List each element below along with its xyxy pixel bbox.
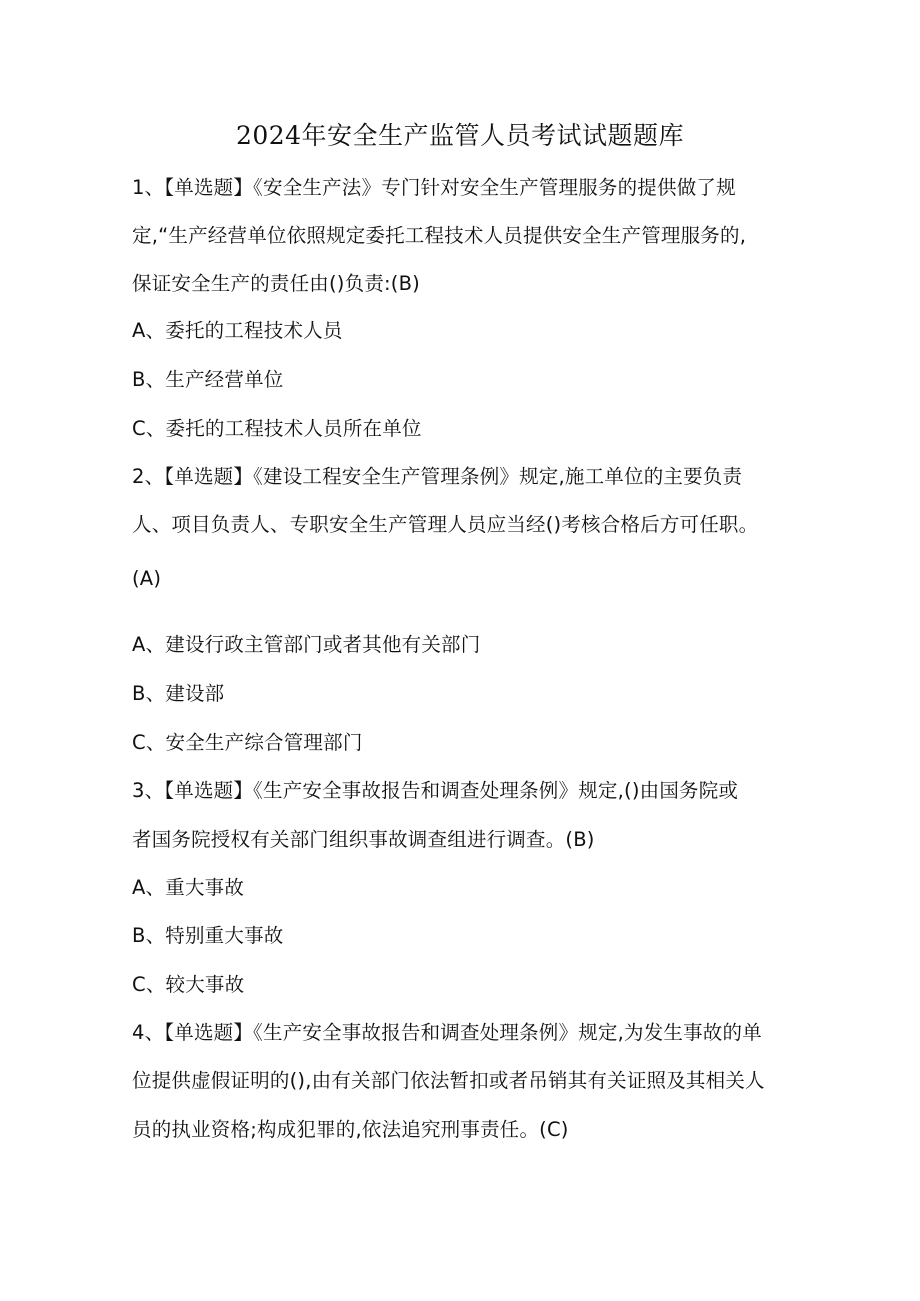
q3-line-2: 者国务院授权有关部门组织事故调查组进行调查。(B) xyxy=(132,828,595,851)
q2-option-b: B、建设部 xyxy=(132,682,225,705)
q3-line-1: 3、【单选题】《生产安全事故报告和调查处理条例》规定,()由国务院或 xyxy=(132,779,739,802)
q1-line-2: 定,“生产经营单位依照规定委托工程技术人员提供安全生产管理服务的, xyxy=(132,224,747,247)
q1-option-a: A、委托的工程技术人员 xyxy=(132,319,343,342)
q3-option-b: B、特别重大事故 xyxy=(132,924,284,947)
q1-option-c: C、委托的工程技术人员所在单位 xyxy=(132,417,422,440)
q1-line-1: 1、【单选题】《安全生产法》专门针对安全生产管理服务的提供做了规 xyxy=(132,176,736,199)
q2-line-3: (A) xyxy=(132,567,162,590)
q2-option-a: A、建设行政主管部门或者其他有关部门 xyxy=(132,633,481,656)
q2-line-1: 2、【单选题】《建设工程安全生产管理条例》规定,施工单位的主要负责 xyxy=(132,465,743,488)
q3-option-a: A、重大事故 xyxy=(132,876,245,899)
q4-line-2: 位提供虚假证明的(),由有关部门依法暂扣或者吊销其有关证照及其相关人 xyxy=(132,1069,765,1092)
q1-option-b: B、生产经营单位 xyxy=(132,368,284,391)
q4-line-3: 员的执业资格;构成犯罪的,依法追究刑事责任。(C) xyxy=(132,1118,569,1141)
q1-line-3: 保证安全生产的责任由()负责:(B) xyxy=(132,272,420,295)
q2-line-2: 人、项目负责人、专职安全生产管理人员应当经()考核合格后方可任职。 xyxy=(132,513,759,536)
q2-option-c: C、安全生产综合管理部门 xyxy=(132,731,363,754)
q3-option-c: C、较大事故 xyxy=(132,973,245,996)
document-title: 2024年安全生产监管人员考试试题题库 xyxy=(235,121,685,150)
q4-line-1: 4、【单选题】《生产安全事故报告和调查处理条例》规定,为发生事故的单 xyxy=(132,1021,762,1044)
